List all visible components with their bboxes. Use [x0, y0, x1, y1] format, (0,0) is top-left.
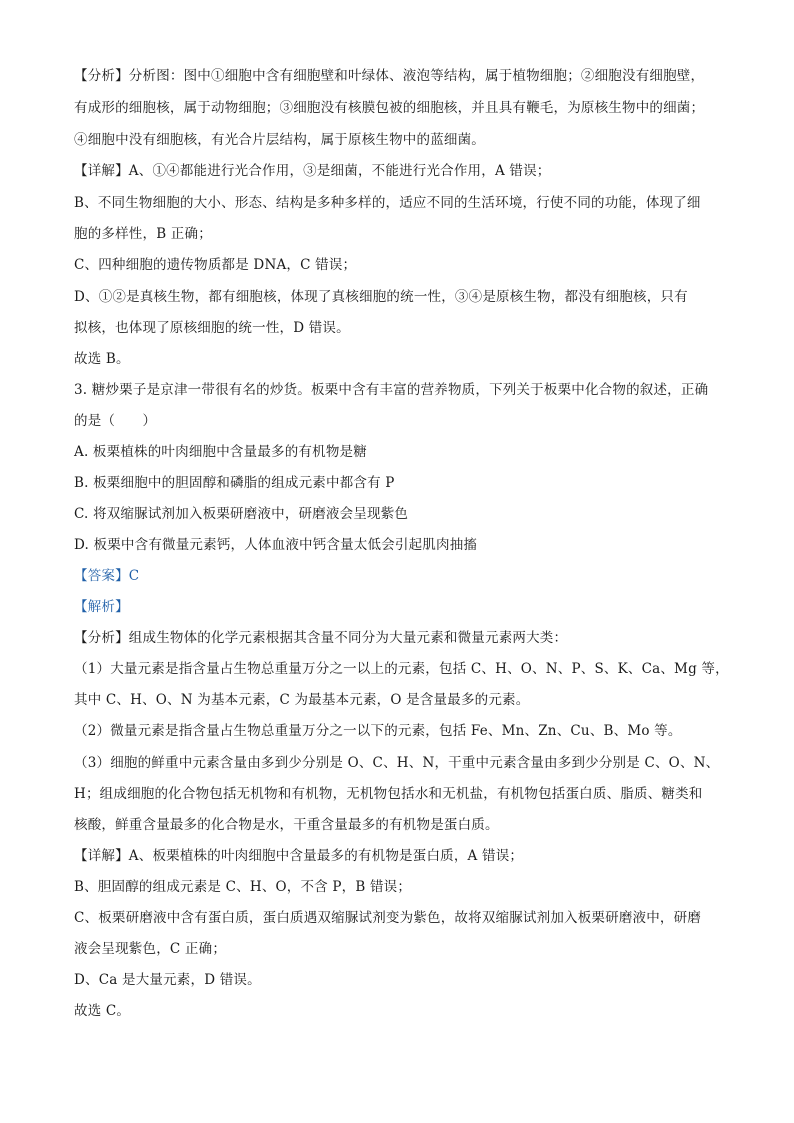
- question-stem-1: 3. 糖炒栗子是京津一带很有名的炒货。板栗中含有丰富的营养物质，下列关于板栗中化合物的叙述，正确: [74, 382, 709, 398]
- detail-line-b1: B、不同生物细胞的大小、形态、结构是多种多样的，适应不同的生活环境，行使不同的功能，体现了细: [74, 195, 701, 211]
- analysis3-p3b: H；组成细胞的化合物包括无机物和有机物，无机物包括水和无机盐，有机物包括蛋白质、脂质、糖类和: [74, 786, 703, 802]
- detail-line-c: C、四种细胞的遗传物质都是 DNA，C 错误；: [74, 257, 357, 273]
- option-c: C. 将双缩脲试剂加入板栗研磨液中，研磨液会呈现紫色: [74, 506, 409, 522]
- detail-line-b2: 胞的多样性，B 正确；: [74, 226, 212, 242]
- option-b: B. 板栗细胞中的胆固醇和磷脂的组成元素中都含有 P: [74, 475, 395, 491]
- answer-line: 【答案】C: [74, 568, 140, 584]
- analysis-line-1: 【分析】分析图：图中①细胞中含有细胞壁和叶绿体、液泡等结构，属于植物细胞；②细胞没有细胞壁，: [74, 68, 705, 84]
- detail3-c1: C、板栗研磨液中含有蛋白质，蛋白质遇双缩脲试剂变为紫色，故将双缩脲试剂加入板栗研磨液中，研磨: [74, 910, 702, 926]
- detail3-c2: 液会呈现紫色，C 正确；: [74, 941, 227, 957]
- detail-line-d1: D、①②是真核生物，都有细胞核，体现了真核细胞的统一性，③④是原核生物，都没有细胞核，只有: [74, 289, 688, 305]
- option-d: D. 板栗中含有微量元素钙，人体血液中钙含量太低会引起肌肉抽搐: [74, 537, 478, 553]
- analysis-line-2: 有成形的细胞核，属于动物细胞；③细胞没有核膜包被的细胞核，并且具有鞭毛，为原核生物中的细菌；: [74, 100, 705, 116]
- choice-line-3: 故选 C。: [74, 1003, 131, 1019]
- detail3-a: 【详解】A、板栗植株的叶肉细胞中含量最多的有机物是蛋白质，A 错误；: [74, 848, 524, 864]
- analysis3-p2: （2）微量元素是指含量占生物总重量万分之一以下的元素，包括 Fe、Mn、Zn、Cu、B、Mo 等。: [74, 723, 682, 739]
- option-a: A. 板栗植株的叶肉细胞中含量最多的有机物是糖: [74, 444, 367, 460]
- analysis3-p3c: 核酸，鲜重含量最多的化合物是水，干重含量最多的有机物是蛋白质。: [74, 817, 499, 833]
- detail-line-a: 【详解】A、①④都能进行光合作用，③是细菌，不能进行光合作用，A 错误；: [74, 163, 551, 179]
- detail3-d: D、Ca 是大量元素，D 错误。: [74, 972, 261, 988]
- analysis3-intro: 【分析】组成生物体的化学元素根据其含量不同分为大量元素和微量元素两大类：: [74, 630, 568, 646]
- analysis-line-3: ④细胞中没有细胞核，有光合片层结构，属于原核生物中的蓝细菌。: [74, 132, 485, 148]
- detail-line-d2: 拟核，也体现了原核细胞的统一性，D 错误。: [74, 320, 350, 336]
- analysis3-p1b: 其中 C、H、O、N 为基本元素，C 为最基本元素，O 是含量最多的元素。: [74, 692, 530, 708]
- detail3-b: B、胆固醇的组成元素是 C、H、O，不含 P，B 错误；: [74, 879, 412, 895]
- analysis3-p1a: （1）大量元素是指含量占生物总重量万分之一以上的元素，包括 C、H、O、N、P、S、K、Ca、Mg 等，: [74, 661, 729, 677]
- analysis3-p3a: （3）细胞的鲜重中元素含量由多到少分别是 O、C、H、N，干重中元素含量由多到少分别是 C、O、N、: [74, 755, 720, 771]
- question-stem-2: 的是（ ）: [74, 413, 157, 429]
- choice-line: 故选 B。: [74, 351, 130, 367]
- explain-title: 【解析】: [74, 599, 129, 615]
